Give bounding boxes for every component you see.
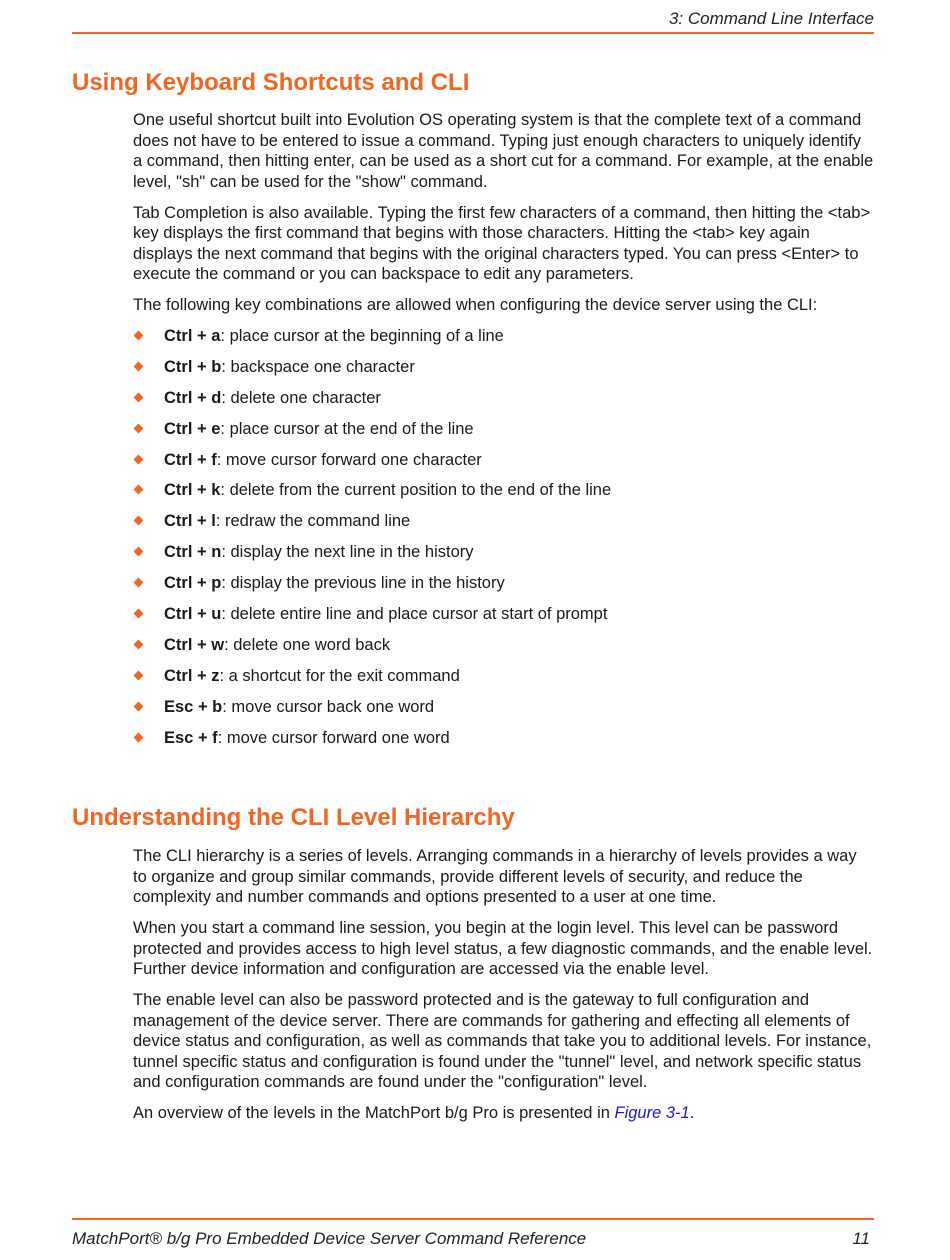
diamond-bullet-icon xyxy=(134,732,144,742)
shortcut-description: : delete from the current position to the end of the line xyxy=(220,481,612,500)
diamond-bullet-icon xyxy=(134,516,144,526)
diamond-bullet-icon xyxy=(134,547,144,557)
header-rule xyxy=(72,32,874,34)
shortcut-key: Ctrl + d xyxy=(164,388,222,407)
diamond-bullet-icon xyxy=(134,454,144,464)
shortcut-key: Ctrl + w xyxy=(164,635,225,654)
shortcut-description: : display the previous line in the history xyxy=(221,574,505,593)
overview-text: An overview of the levels in the MatchPort b/g Pro is presented in xyxy=(133,1104,615,1122)
diamond-bullet-icon xyxy=(134,331,144,341)
shortcut-description: : delete one character xyxy=(221,388,381,407)
running-header: 3: Command Line Interface xyxy=(668,9,874,28)
paragraph: When you start a command line session, you begin at the login level. This level can be password protected and provides access to high level status, a few diagnostic commands, and the enable level. Further device information and configuration are accessed via the enable level. xyxy=(133,919,873,978)
running-footer xyxy=(72,1228,874,1252)
list-item xyxy=(133,635,874,666)
shortcut-description: : backspace one character xyxy=(221,357,415,376)
list-item xyxy=(133,326,874,357)
shortcut-key: Ctrl + a xyxy=(164,327,221,345)
shortcut-key: Ctrl + e xyxy=(164,419,221,438)
shortcut-key: Ctrl + b xyxy=(164,357,222,376)
section-body-cli-level-hierarchy xyxy=(133,846,874,1134)
diamond-bullet-icon xyxy=(134,485,144,495)
shortcut-description: : move cursor back one word xyxy=(222,697,435,716)
shortcut-description: : delete entire line and place cursor at start of prompt xyxy=(221,605,608,624)
list-item xyxy=(133,450,874,481)
paragraph: The following key combinations are allowed when configuring the device server using the CLI: xyxy=(133,296,818,314)
shortcut-description: : move cursor forward one character xyxy=(216,450,482,469)
page-number: 11 xyxy=(852,1229,870,1248)
list-item xyxy=(133,480,874,511)
overview-paragraph xyxy=(133,1103,874,1124)
paragraph: Tab Completion is also available. Typing the first few characters of a command, then hitting the <tab> key displays the first command that begins with those characters. Hitting the <tab> key again displays the next command that begins with the original characters typed. You can press <Enter> to execute the command or you can backspace to edit any parameters. xyxy=(133,203,871,283)
diamond-bullet-icon xyxy=(134,609,144,619)
shortcut-description: : display the next line in the history xyxy=(221,543,474,562)
shortcut-description: : place cursor at the end of the line xyxy=(220,419,474,438)
shortcut-description: : place cursor at the beginning of a line xyxy=(220,327,504,345)
list-item xyxy=(133,573,874,604)
list-item xyxy=(133,357,874,388)
list-item xyxy=(133,388,874,419)
shortcut-key: Ctrl + p xyxy=(164,574,222,593)
shortcut-key: Ctrl + l xyxy=(164,512,216,531)
footer-rule xyxy=(72,1218,874,1220)
list-item xyxy=(133,542,874,573)
shortcut-description: : move cursor forward one word xyxy=(217,728,450,747)
list-item xyxy=(133,604,874,635)
paragraph: One useful shortcut built into Evolution OS operating system is that the complete text of a command does not have to be entered to issue a command. Typing just enough characters to uniquely identify a command, then hitting enter, can be used as a short cut for a command. For example, at the enable level, "sh" can be used for the "show" command. xyxy=(133,111,874,191)
shortcut-key: Ctrl + k xyxy=(164,481,221,500)
diamond-bullet-icon xyxy=(134,701,144,711)
shortcut-key: Ctrl + f xyxy=(164,450,217,469)
paragraph: The enable level can also be password protected and is the gateway to full configuration and management of the device server. There are commands for gathering and effecting all elements of device status and configuration, as well as commands that take you to additional levels. For instance, tunnel specific status and configuration is found under the "tunnel" level, and network specific status and configuration commands are found under the "configuration" level. xyxy=(133,991,872,1091)
section-heading-cli-level-hierarchy: Understanding the CLI Level Hierarchy xyxy=(72,804,515,831)
list-item xyxy=(133,728,874,759)
section-body-keyboard-shortcuts xyxy=(133,110,874,758)
diamond-bullet-icon xyxy=(134,670,144,680)
shortcut-key: Ctrl + z xyxy=(164,666,220,685)
list-item xyxy=(133,697,874,728)
overview-period: . xyxy=(689,1104,695,1122)
diamond-bullet-icon xyxy=(134,639,144,649)
document-title: MatchPort® b/g Pro Embedded Device Server Command Reference xyxy=(72,1229,587,1248)
shortcut-description: : redraw the command line xyxy=(215,512,411,531)
list-item xyxy=(133,511,874,542)
shortcut-description: : delete one word back xyxy=(224,635,391,654)
shortcut-key: Ctrl + n xyxy=(164,543,222,562)
list-item xyxy=(133,666,874,697)
shortcut-description: : a shortcut for the exit command xyxy=(219,666,460,685)
shortcut-list xyxy=(133,326,874,758)
diamond-bullet-icon xyxy=(134,423,144,433)
diamond-bullet-icon xyxy=(134,392,144,402)
shortcut-key: Esc + b xyxy=(164,697,223,716)
list-item xyxy=(133,419,874,450)
shortcut-key: Ctrl + u xyxy=(164,605,222,624)
paragraph: The CLI hierarchy is a series of levels. Arranging commands in a hierarchy of levels provides a way to organize and group similar commands, provide different levels of security, and reduce the complexity and number commands and options presented to a user at one time. xyxy=(133,847,857,906)
diamond-bullet-icon xyxy=(134,361,144,371)
diamond-bullet-icon xyxy=(134,578,144,588)
figure-3-1-link[interactable]: Figure 3-1 xyxy=(614,1104,690,1122)
shortcut-key: Esc + f xyxy=(164,728,218,747)
section-heading-keyboard-shortcuts: Using Keyboard Shortcuts and CLI xyxy=(72,69,470,96)
